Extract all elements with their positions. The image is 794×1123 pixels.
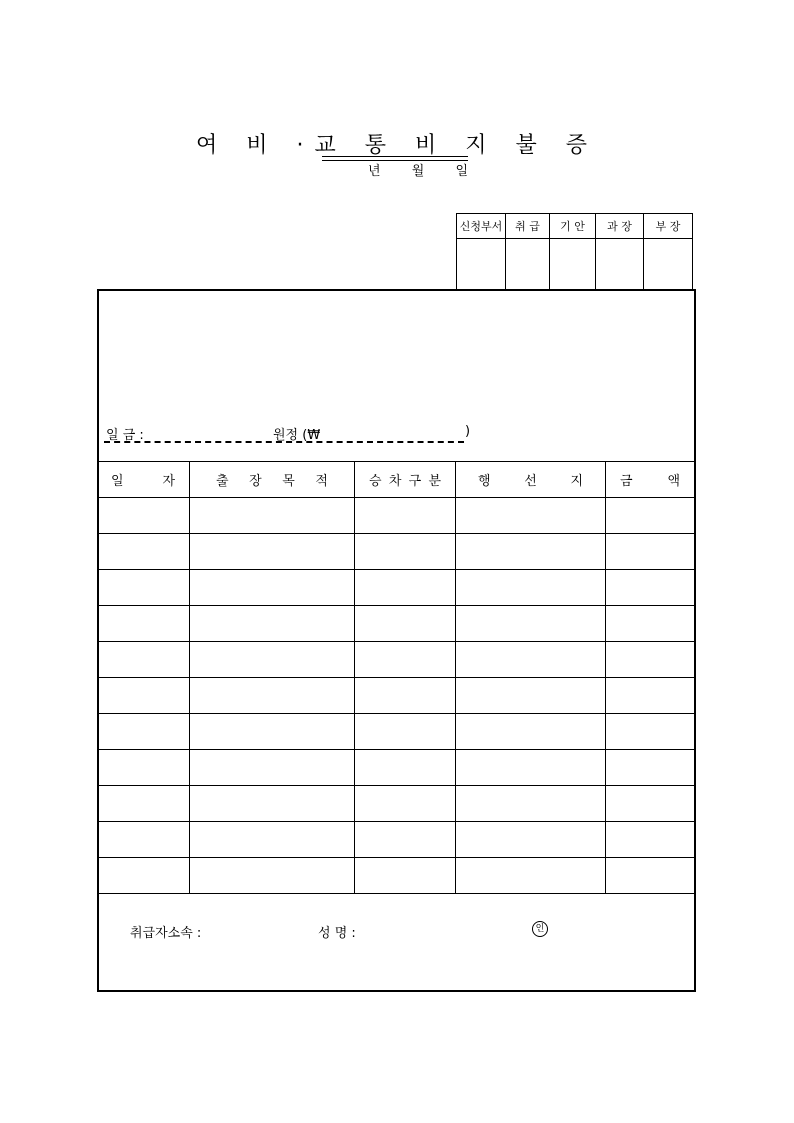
approval-sign-cell[interactable] xyxy=(644,239,693,290)
affiliation-label: 취급자소속 : xyxy=(130,926,202,941)
table-row[interactable] xyxy=(97,822,694,858)
approval-sign-cell[interactable] xyxy=(457,239,506,290)
footer-line xyxy=(130,922,545,941)
table-row[interactable] xyxy=(97,678,694,714)
expense-table xyxy=(97,461,694,894)
approval-header-department: 신청부서 xyxy=(457,214,506,239)
amount-dashed-line xyxy=(104,441,464,443)
approval-header-department-head: 부 장 xyxy=(644,214,693,239)
table-row[interactable] xyxy=(97,570,694,606)
table-row[interactable] xyxy=(97,858,694,894)
header-destination: 행 선 지 xyxy=(456,462,606,498)
approval-sign-cell[interactable] xyxy=(596,239,644,290)
table-row[interactable] xyxy=(97,606,694,642)
document-title: 여 비 ·교 통 비 지 불 증 xyxy=(196,133,598,158)
table-row[interactable] xyxy=(97,534,694,570)
table-header-row xyxy=(97,462,694,498)
approval-table xyxy=(456,213,693,290)
seal-mark: 인 xyxy=(532,921,548,937)
approval-sign-cell[interactable] xyxy=(550,239,596,290)
table-row[interactable] xyxy=(97,498,694,534)
header-purpose: 출 장 목 적 xyxy=(190,462,355,498)
approval-header-draft: 기 안 xyxy=(550,214,596,239)
name-label: 성 명 : xyxy=(318,926,356,941)
table-row[interactable] xyxy=(97,642,694,678)
amount-close: ) xyxy=(465,424,471,439)
date-line xyxy=(368,160,468,179)
table-row[interactable] xyxy=(97,750,694,786)
date-day-label: 일 xyxy=(455,164,468,179)
header-amount: 금 액 xyxy=(606,462,695,498)
header-date: 일 자 xyxy=(97,462,190,498)
approval-header-section-chief: 과 장 xyxy=(596,214,644,239)
date-year-label: 년 xyxy=(368,164,381,179)
approval-header-handling: 취 급 xyxy=(506,214,550,239)
amount-label: 일 금 : xyxy=(106,428,144,443)
approval-sign-cell[interactable] xyxy=(506,239,550,290)
date-month-label: 월 xyxy=(411,164,425,179)
table-row[interactable] xyxy=(97,786,694,822)
table-row[interactable] xyxy=(97,714,694,750)
amount-unit: 원정 (₩ xyxy=(273,428,321,443)
header-transport-class: 승 차 구 분 xyxy=(355,462,456,498)
